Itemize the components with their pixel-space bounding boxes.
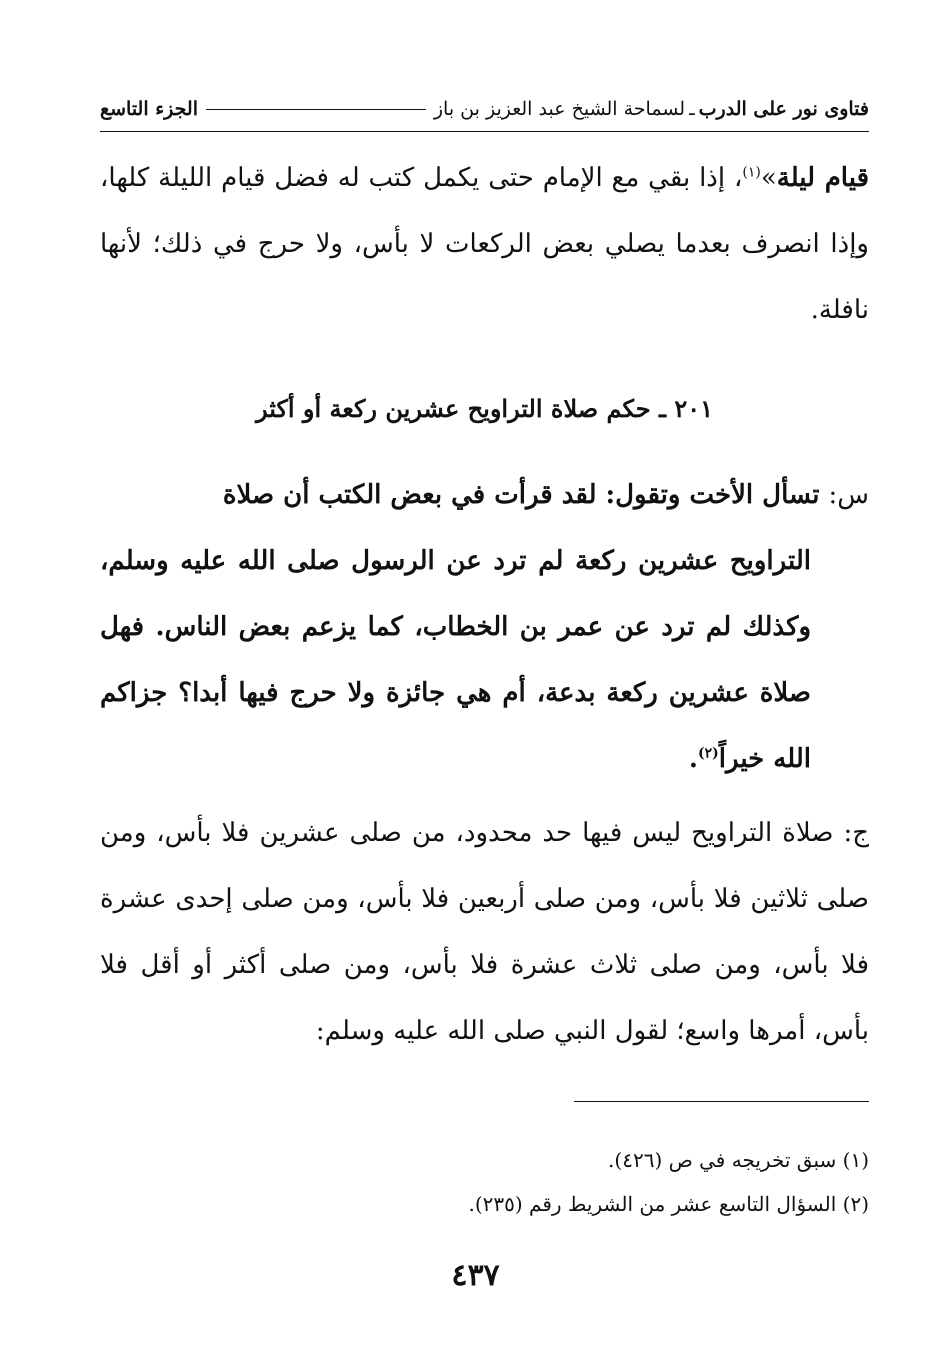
- running-header: [100, 92, 869, 126]
- question-paragraph: [100, 462, 869, 792]
- question-text-continued: [100, 528, 869, 792]
- footnote-divider: [574, 1101, 869, 1102]
- header-rule: [206, 109, 426, 110]
- footnotes: [100, 1138, 869, 1226]
- footnote-2: (٢) السؤال التاسع عشر من الشريط رقم (٢٣٥).: [468, 1192, 869, 1216]
- question-label: س:: [828, 480, 869, 510]
- quote-close: »: [760, 163, 777, 193]
- answer-label: ج:: [843, 818, 869, 848]
- author-credit: لسماحة الشيخ عبد العزيز بن باز: [433, 98, 686, 120]
- header-separator: ـ: [689, 98, 695, 120]
- header-divider: [100, 131, 869, 132]
- section-heading: ٢٠١ ـ حكم صلاة التراويح عشرين ركعة أو أكثر: [256, 394, 713, 423]
- book-title: فتاوى نور على الدرب: [698, 98, 869, 120]
- question-text-rest: التراويح عشرين ركعة لم ترد عن الرسول صلى الله عليه وسلم، وكذلك لم ترد عن عمر بن الخطاب، كما يزعم بعض الناس. فهل صلاة عشرين ركعة بدعة، أم هي جائزة ولا حرج فيها أبدا؟ جزاكم الله خيراً: [100, 546, 811, 774]
- footnote-1: (١) سبق تخريجه في ص (٤٢٦).: [608, 1148, 869, 1172]
- footnote-ref-2[interactable]: (٢): [697, 745, 719, 762]
- answer-text: صلاة التراويح ليس فيها حد محدود، من صلى عشرين فلا بأس، ومن صلى ثلاثين فلا بأس، ومن صلى أربعين فلا بأس، ومن صلى إحدى عشرة فلا بأس، ومن صلى ثلاث عشرة فلا بأس، ومن صلى أكثر أو أقل فلا بأس، أمرها واسع؛ لقول النبي صلى الله عليه وسلم:: [100, 818, 869, 1046]
- question-text-line1: تسأل الأخت وتقول: لقد قرأت في بعض الكتب أن صلاة: [222, 480, 820, 510]
- volume-label: الجزء التاسع: [100, 98, 198, 120]
- intro-text: ، إذا بقي مع الإمام حتى يكمل كتب له فضل قيام الليلة كلها، وإذا انصرف بعدما يصلي بعض الركعات لا بأس، ولا حرج في ذلك؛ لأنها نافلة.: [100, 163, 869, 325]
- page-number: ٤٣٧: [451, 1258, 500, 1293]
- footnote-ref-1[interactable]: (١): [742, 164, 761, 181]
- answer-paragraph: [100, 800, 869, 1064]
- intro-bold-lead: قيام ليلة: [776, 163, 869, 193]
- intro-paragraph: [100, 145, 869, 343]
- question-end: .: [688, 744, 698, 774]
